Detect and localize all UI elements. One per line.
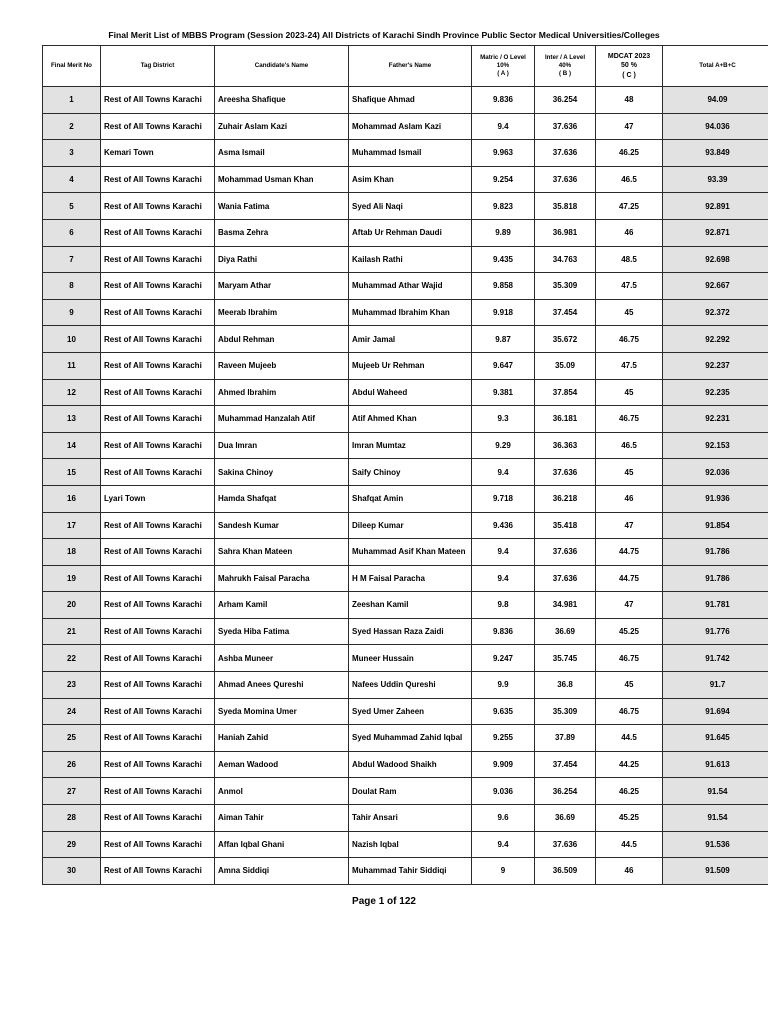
mdcat-score-cell: 45.25	[596, 618, 663, 645]
mdcat-score-cell: 46	[596, 219, 663, 246]
header-matric-label: Matric / O Level	[480, 53, 526, 61]
table-row	[43, 406, 768, 433]
inter-score-cell: 37.636	[535, 459, 596, 486]
inter-score-cell: 36.254	[535, 87, 596, 114]
father-name-cell: Shafique Ahmad	[349, 87, 472, 114]
total-score-cell: 91.936	[663, 485, 768, 512]
merit-no-cell: 2	[43, 113, 101, 140]
inter-score-cell: 35.672	[535, 326, 596, 353]
table-row	[43, 539, 768, 566]
header-candidate: Candidate's Name	[215, 46, 349, 87]
matric-score-cell: 9.381	[472, 379, 535, 406]
district-cell: Rest of All Towns Karachi	[101, 113, 215, 140]
header-mdcat-key: ( C )	[622, 71, 636, 79]
district-cell: Rest of All Towns Karachi	[101, 698, 215, 725]
inter-score-cell: 35.418	[535, 512, 596, 539]
inter-score-cell: 35.745	[535, 645, 596, 672]
father-name-cell: Saify Chinoy	[349, 459, 472, 486]
matric-score-cell: 9.255	[472, 725, 535, 752]
district-cell: Rest of All Towns Karachi	[101, 805, 215, 832]
inter-score-cell: 35.09	[535, 352, 596, 379]
candidate-name-cell: Aiman Tahir	[215, 805, 349, 832]
father-name-cell: Atif Ahmed Khan	[349, 406, 472, 433]
total-score-cell: 93.849	[663, 140, 768, 167]
matric-score-cell: 9.247	[472, 645, 535, 672]
inter-score-cell: 36.181	[535, 406, 596, 433]
matric-score-cell: 9.29	[472, 432, 535, 459]
father-name-cell: Asim Khan	[349, 166, 472, 193]
inter-score-cell: 37.636	[535, 166, 596, 193]
matric-score-cell: 9.823	[472, 193, 535, 220]
mdcat-score-cell: 46.5	[596, 432, 663, 459]
candidate-name-cell: Ahmad Anees Qureshi	[215, 672, 349, 699]
district-cell: Rest of All Towns Karachi	[101, 592, 215, 619]
candidate-name-cell: Ashba Muneer	[215, 645, 349, 672]
matric-score-cell: 9.4	[472, 831, 535, 858]
total-score-cell: 92.237	[663, 352, 768, 379]
total-score-cell: 91.786	[663, 565, 768, 592]
header-matric-key: ( A )	[497, 70, 509, 78]
table-row	[43, 273, 768, 300]
table-row	[43, 113, 768, 140]
mdcat-score-cell: 44.5	[596, 725, 663, 752]
inter-score-cell: 36.8	[535, 672, 596, 699]
merit-no-cell: 18	[43, 539, 101, 566]
table-row	[43, 645, 768, 672]
matric-score-cell: 9.4	[472, 565, 535, 592]
total-score-cell: 91.854	[663, 512, 768, 539]
total-score-cell: 92.231	[663, 406, 768, 433]
mdcat-score-cell: 46.25	[596, 778, 663, 805]
inter-score-cell: 37.89	[535, 725, 596, 752]
father-name-cell: Aftab Ur Rehman Daudi	[349, 219, 472, 246]
father-name-cell: Muhammad Ibrahim Khan	[349, 299, 472, 326]
table-row	[43, 512, 768, 539]
mdcat-score-cell: 46	[596, 485, 663, 512]
merit-no-cell: 4	[43, 166, 101, 193]
total-score-cell: 94.036	[663, 113, 768, 140]
inter-score-cell: 37.636	[535, 565, 596, 592]
table-row	[43, 698, 768, 725]
inter-score-cell: 35.309	[535, 698, 596, 725]
district-cell: Rest of All Towns Karachi	[101, 352, 215, 379]
matric-score-cell: 9.647	[472, 352, 535, 379]
father-name-cell: Muhammad Asif Khan Mateen	[349, 539, 472, 566]
merit-no-cell: 5	[43, 193, 101, 220]
header-row	[43, 46, 768, 87]
total-score-cell: 92.372	[663, 299, 768, 326]
father-name-cell: Syed Muhammad Zahid Iqbal	[349, 725, 472, 752]
page-number: Page 1 of 122	[352, 896, 416, 907]
merit-no-cell: 19	[43, 565, 101, 592]
district-cell: Rest of All Towns Karachi	[101, 219, 215, 246]
father-name-cell: Nazish Iqbal	[349, 831, 472, 858]
merit-no-cell: 3	[43, 140, 101, 167]
merit-no-cell: 23	[43, 672, 101, 699]
total-score-cell: 91.7	[663, 672, 768, 699]
father-name-cell: Shafqat Amin	[349, 485, 472, 512]
mdcat-score-cell: 45	[596, 672, 663, 699]
district-cell: Rest of All Towns Karachi	[101, 751, 215, 778]
table-row	[43, 246, 768, 273]
header-inter-key: ( B )	[558, 70, 572, 78]
district-cell: Kemari Town	[101, 140, 215, 167]
table-row	[43, 326, 768, 353]
father-name-cell: Muhammad Athar Wajid	[349, 273, 472, 300]
inter-score-cell: 36.981	[535, 219, 596, 246]
merit-no-cell: 1	[43, 87, 101, 114]
father-name-cell: Syed Ali Naqi	[349, 193, 472, 220]
total-score-cell: 92.698	[663, 246, 768, 273]
candidate-name-cell: Muhammad Hanzalah Atif	[215, 406, 349, 433]
header-inter-weight: 40%	[558, 61, 572, 69]
table-row	[43, 778, 768, 805]
father-name-cell: Kailash Rathi	[349, 246, 472, 273]
mdcat-score-cell: 44.75	[596, 565, 663, 592]
matric-score-cell: 9.858	[472, 273, 535, 300]
candidate-name-cell: Sandesh Kumar	[215, 512, 349, 539]
district-cell: Rest of All Towns Karachi	[101, 858, 215, 885]
total-score-cell: 91.54	[663, 805, 768, 832]
candidate-name-cell: Syeda Momina Umer	[215, 698, 349, 725]
matric-score-cell: 9.4	[472, 113, 535, 140]
district-cell: Rest of All Towns Karachi	[101, 512, 215, 539]
father-name-cell: Nafees Uddin Qureshi	[349, 672, 472, 699]
matric-score-cell: 9.909	[472, 751, 535, 778]
table-row	[43, 459, 768, 486]
district-cell: Rest of All Towns Karachi	[101, 406, 215, 433]
mdcat-score-cell: 46.75	[596, 406, 663, 433]
merit-no-cell: 29	[43, 831, 101, 858]
merit-no-cell: 14	[43, 432, 101, 459]
mdcat-score-cell: 46.75	[596, 326, 663, 353]
total-score-cell: 92.235	[663, 379, 768, 406]
matric-score-cell: 9.435	[472, 246, 535, 273]
merit-no-cell: 9	[43, 299, 101, 326]
mdcat-score-cell: 47.25	[596, 193, 663, 220]
total-score-cell: 91.536	[663, 831, 768, 858]
merit-no-cell: 28	[43, 805, 101, 832]
inter-score-cell: 36.254	[535, 778, 596, 805]
table-row	[43, 831, 768, 858]
mdcat-score-cell: 46.25	[596, 140, 663, 167]
table-row	[43, 485, 768, 512]
inter-score-cell: 35.818	[535, 193, 596, 220]
mdcat-score-cell: 47	[596, 113, 663, 140]
matric-score-cell: 9.436	[472, 512, 535, 539]
matric-score-cell: 9.8	[472, 592, 535, 619]
merit-no-cell: 7	[43, 246, 101, 273]
district-cell: Rest of All Towns Karachi	[101, 565, 215, 592]
matric-score-cell: 9.836	[472, 618, 535, 645]
mdcat-score-cell: 45.25	[596, 805, 663, 832]
table-row	[43, 193, 768, 220]
father-name-cell: Amir Jamal	[349, 326, 472, 353]
district-cell: Rest of All Towns Karachi	[101, 432, 215, 459]
merit-no-cell: 12	[43, 379, 101, 406]
candidate-name-cell: Zuhair Aslam Kazi	[215, 113, 349, 140]
candidate-name-cell: Abdul Rehman	[215, 326, 349, 353]
candidate-name-cell: Asma Ismail	[215, 140, 349, 167]
header-merit-no: Final Merit No	[43, 46, 101, 87]
district-cell: Rest of All Towns Karachi	[101, 831, 215, 858]
matric-score-cell: 9.9	[472, 672, 535, 699]
table-row	[43, 725, 768, 752]
total-score-cell: 91.645	[663, 725, 768, 752]
candidate-name-cell: Diya Rathi	[215, 246, 349, 273]
district-cell: Rest of All Towns Karachi	[101, 326, 215, 353]
father-name-cell: Muhammad Tahir Siddiqi	[349, 858, 472, 885]
candidate-name-cell: Raveen Mujeeb	[215, 352, 349, 379]
header-mdcat-weight: 50 %	[621, 62, 637, 70]
total-score-cell: 92.292	[663, 326, 768, 353]
matric-score-cell: 9.87	[472, 326, 535, 353]
mdcat-score-cell: 47.5	[596, 352, 663, 379]
inter-score-cell: 34.981	[535, 592, 596, 619]
mdcat-score-cell: 48.5	[596, 246, 663, 273]
total-score-cell: 91.742	[663, 645, 768, 672]
candidate-name-cell: Amna Siddiqi	[215, 858, 349, 885]
mdcat-score-cell: 44.75	[596, 539, 663, 566]
total-score-cell: 91.786	[663, 539, 768, 566]
district-cell: Rest of All Towns Karachi	[101, 87, 215, 114]
total-score-cell: 91.694	[663, 698, 768, 725]
district-cell: Rest of All Towns Karachi	[101, 778, 215, 805]
inter-score-cell: 36.363	[535, 432, 596, 459]
header-district: Tag District	[101, 46, 215, 87]
merit-no-cell: 13	[43, 406, 101, 433]
inter-score-cell: 35.309	[535, 273, 596, 300]
mdcat-score-cell: 46.75	[596, 698, 663, 725]
inter-score-cell: 34.763	[535, 246, 596, 273]
merit-no-cell: 27	[43, 778, 101, 805]
header-matric	[472, 46, 535, 87]
header-inter	[535, 46, 596, 87]
candidate-name-cell: Ahmed Ibrahim	[215, 379, 349, 406]
total-score-cell: 92.153	[663, 432, 768, 459]
matric-score-cell: 9.963	[472, 140, 535, 167]
table-row	[43, 219, 768, 246]
merit-no-cell: 17	[43, 512, 101, 539]
father-name-cell: Syed Hassan Raza Zaidi	[349, 618, 472, 645]
candidate-name-cell: Affan Iqbal Ghani	[215, 831, 349, 858]
mdcat-score-cell: 46	[596, 858, 663, 885]
header-mdcat-label: MDCAT 2023	[607, 53, 651, 61]
district-cell: Rest of All Towns Karachi	[101, 246, 215, 273]
district-cell: Rest of All Towns Karachi	[101, 672, 215, 699]
document-title: Final Merit List of MBBS Program (Session 2023-24) All Districts of Karachi Sindh Province Public Sector Medical Universities/Colleges	[108, 30, 660, 40]
mdcat-score-cell: 45	[596, 459, 663, 486]
table-row	[43, 140, 768, 167]
table-row	[43, 379, 768, 406]
candidate-name-cell: Dua Imran	[215, 432, 349, 459]
candidate-name-cell: Syeda Hiba Fatima	[215, 618, 349, 645]
total-score-cell: 91.54	[663, 778, 768, 805]
district-cell: Rest of All Towns Karachi	[101, 379, 215, 406]
district-cell: Rest of All Towns Karachi	[101, 539, 215, 566]
father-name-cell: Imran Mumtaz	[349, 432, 472, 459]
table-row	[43, 299, 768, 326]
inter-score-cell: 37.636	[535, 113, 596, 140]
table-row	[43, 592, 768, 619]
merit-no-cell: 22	[43, 645, 101, 672]
mdcat-score-cell: 48	[596, 87, 663, 114]
father-name-cell: Mohammad Aslam Kazi	[349, 113, 472, 140]
merit-no-cell: 11	[43, 352, 101, 379]
candidate-name-cell: Basma Zehra	[215, 219, 349, 246]
inter-score-cell: 36.69	[535, 805, 596, 832]
father-name-cell: Dileep Kumar	[349, 512, 472, 539]
district-cell: Rest of All Towns Karachi	[101, 273, 215, 300]
total-score-cell: 92.871	[663, 219, 768, 246]
district-cell: Rest of All Towns Karachi	[101, 725, 215, 752]
father-name-cell: Syed Umer Zaheen	[349, 698, 472, 725]
matric-score-cell: 9.718	[472, 485, 535, 512]
mdcat-score-cell: 46.5	[596, 166, 663, 193]
candidate-name-cell: Areesha Shafique	[215, 87, 349, 114]
matric-score-cell: 9.254	[472, 166, 535, 193]
merit-no-cell: 6	[43, 219, 101, 246]
mdcat-score-cell: 45	[596, 299, 663, 326]
mdcat-score-cell: 47.5	[596, 273, 663, 300]
candidate-name-cell: Sahra Khan Mateen	[215, 539, 349, 566]
merit-no-cell: 21	[43, 618, 101, 645]
header-father: Father's Name	[349, 46, 472, 87]
table-row	[43, 751, 768, 778]
matric-score-cell: 9.4	[472, 539, 535, 566]
merit-no-cell: 10	[43, 326, 101, 353]
total-score-cell: 92.036	[663, 459, 768, 486]
total-score-cell: 91.776	[663, 618, 768, 645]
matric-score-cell: 9.918	[472, 299, 535, 326]
inter-score-cell: 37.454	[535, 751, 596, 778]
header-mdcat	[596, 46, 663, 87]
mdcat-score-cell: 46.75	[596, 645, 663, 672]
header-inter-label: Inter / A Level	[544, 53, 586, 61]
merit-no-cell: 15	[43, 459, 101, 486]
mdcat-score-cell: 44.25	[596, 751, 663, 778]
total-score-cell: 91.509	[663, 858, 768, 885]
candidate-name-cell: Maryam Athar	[215, 273, 349, 300]
table-row	[43, 565, 768, 592]
inter-score-cell: 36.69	[535, 618, 596, 645]
father-name-cell: Tahir Ansari	[349, 805, 472, 832]
total-score-cell: 91.613	[663, 751, 768, 778]
mdcat-score-cell: 47	[596, 592, 663, 619]
district-cell: Lyari Town	[101, 485, 215, 512]
father-name-cell: Mujeeb Ur Rehman	[349, 352, 472, 379]
candidate-name-cell: Sakina Chinoy	[215, 459, 349, 486]
matric-score-cell: 9.89	[472, 219, 535, 246]
table-row	[43, 618, 768, 645]
district-cell: Rest of All Towns Karachi	[101, 618, 215, 645]
father-name-cell: Muneer Hussain	[349, 645, 472, 672]
merit-no-cell: 25	[43, 725, 101, 752]
merit-list-table	[42, 45, 768, 885]
table-row	[43, 432, 768, 459]
mdcat-score-cell: 45	[596, 379, 663, 406]
inter-score-cell: 37.636	[535, 539, 596, 566]
table-row	[43, 858, 768, 885]
father-name-cell: Zeeshan Kamil	[349, 592, 472, 619]
inter-score-cell: 37.854	[535, 379, 596, 406]
merit-no-cell: 24	[43, 698, 101, 725]
district-cell: Rest of All Towns Karachi	[101, 459, 215, 486]
inter-score-cell: 37.636	[535, 831, 596, 858]
district-cell: Rest of All Towns Karachi	[101, 299, 215, 326]
matric-score-cell: 9.6	[472, 805, 535, 832]
table-row	[43, 166, 768, 193]
total-score-cell: 93.39	[663, 166, 768, 193]
total-score-cell: 92.667	[663, 273, 768, 300]
candidate-name-cell: Mahrukh Faisal Paracha	[215, 565, 349, 592]
district-cell: Rest of All Towns Karachi	[101, 166, 215, 193]
candidate-name-cell: Wania Fatima	[215, 193, 349, 220]
merit-no-cell: 26	[43, 751, 101, 778]
total-score-cell: 94.09	[663, 87, 768, 114]
candidate-name-cell: Arham Kamil	[215, 592, 349, 619]
candidate-name-cell: Haniah Zahid	[215, 725, 349, 752]
candidate-name-cell: Meerab Ibrahim	[215, 299, 349, 326]
inter-score-cell: 37.636	[535, 140, 596, 167]
matric-score-cell: 9.836	[472, 87, 535, 114]
table-row	[43, 352, 768, 379]
table-row	[43, 805, 768, 832]
father-name-cell: Doulat Ram	[349, 778, 472, 805]
district-cell: Rest of All Towns Karachi	[101, 193, 215, 220]
table-row	[43, 87, 768, 114]
inter-score-cell: 36.218	[535, 485, 596, 512]
candidate-name-cell: Hamda Shafqat	[215, 485, 349, 512]
table-row	[43, 672, 768, 699]
inter-score-cell: 37.454	[535, 299, 596, 326]
candidate-name-cell: Mohammad Usman Khan	[215, 166, 349, 193]
mdcat-score-cell: 47	[596, 512, 663, 539]
candidate-name-cell: Anmol	[215, 778, 349, 805]
merit-no-cell: 30	[43, 858, 101, 885]
merit-no-cell: 16	[43, 485, 101, 512]
father-name-cell: Abdul Wadood Shaikh	[349, 751, 472, 778]
matric-score-cell: 9	[472, 858, 535, 885]
total-score-cell: 92.891	[663, 193, 768, 220]
header-matric-weight: 10%	[496, 61, 510, 69]
district-cell: Rest of All Towns Karachi	[101, 645, 215, 672]
matric-score-cell: 9.3	[472, 406, 535, 433]
father-name-cell: Abdul Waheed	[349, 379, 472, 406]
header-total: Total A+B+C	[663, 46, 768, 87]
matric-score-cell: 9.635	[472, 698, 535, 725]
father-name-cell: Muhammad Ismail	[349, 140, 472, 167]
father-name-cell: H M Faisal Paracha	[349, 565, 472, 592]
matric-score-cell: 9.4	[472, 459, 535, 486]
inter-score-cell: 36.509	[535, 858, 596, 885]
merit-no-cell: 20	[43, 592, 101, 619]
merit-no-cell: 8	[43, 273, 101, 300]
mdcat-score-cell: 44.5	[596, 831, 663, 858]
matric-score-cell: 9.036	[472, 778, 535, 805]
candidate-name-cell: Aeman Wadood	[215, 751, 349, 778]
total-score-cell: 91.781	[663, 592, 768, 619]
